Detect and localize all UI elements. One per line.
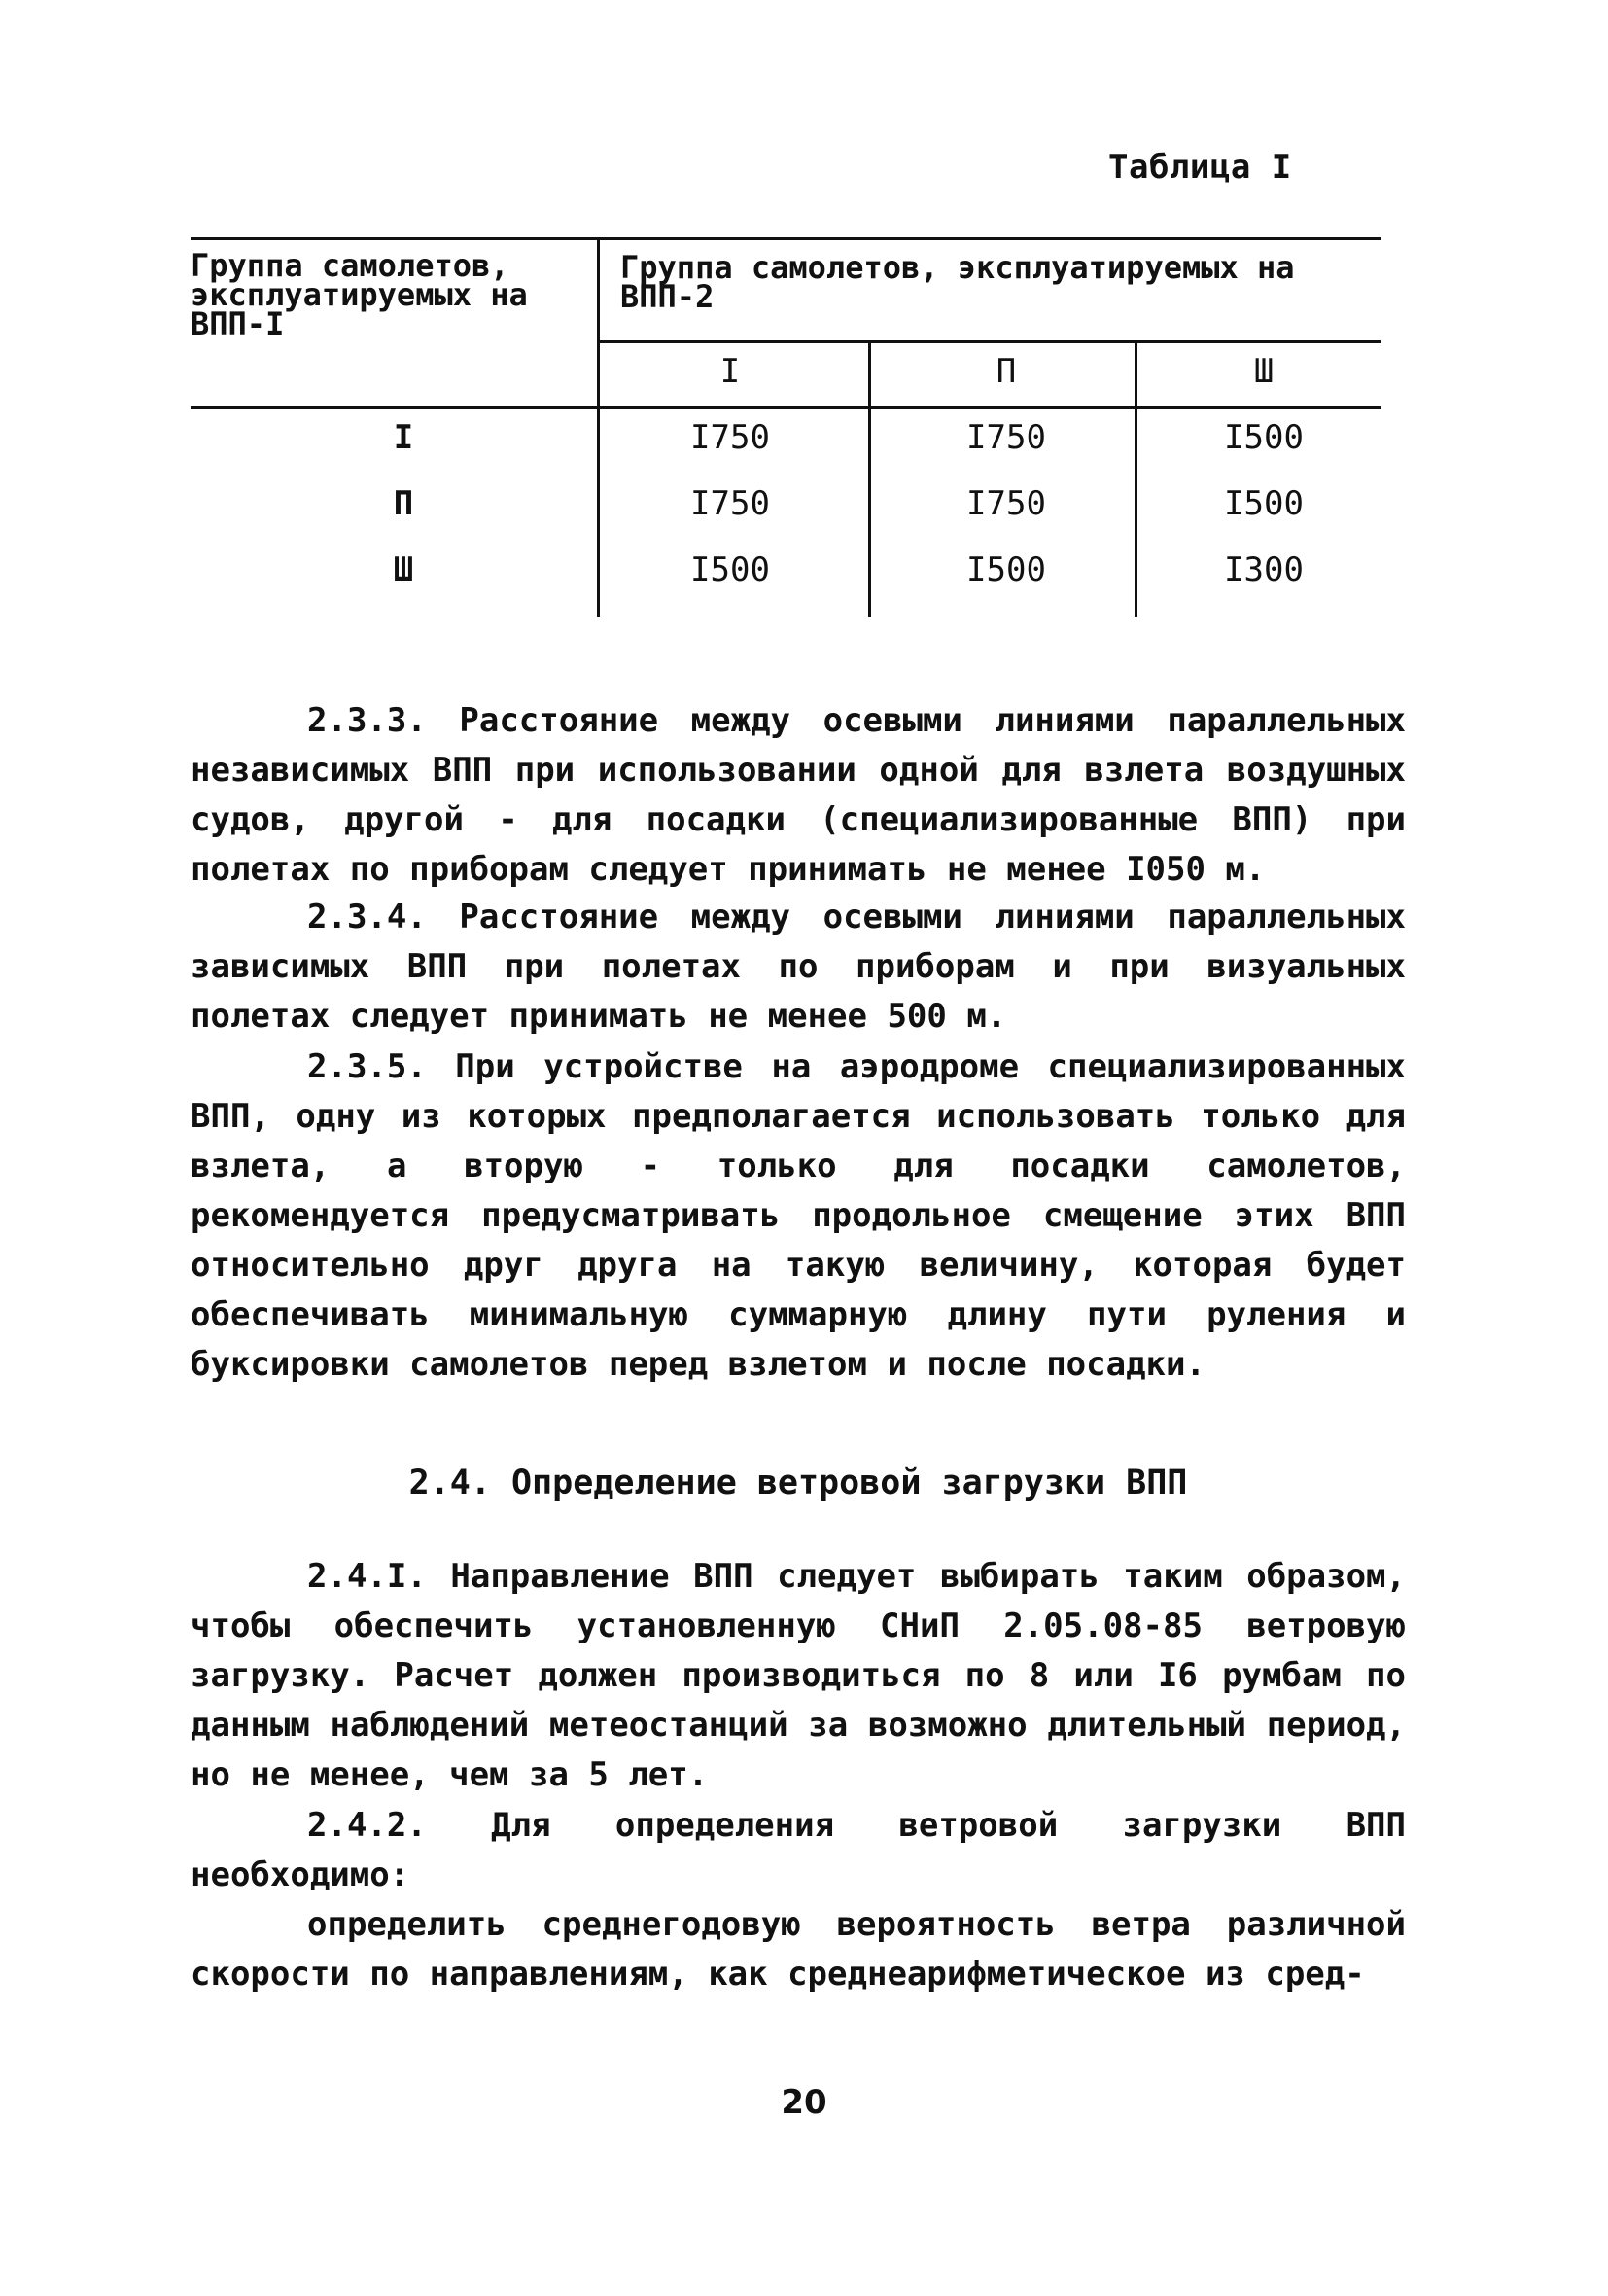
paragraph-text: 2.3.4. Расстояние между осевыми линиями параллельных зависимых ВПП при полетах по приборам и при визуальных полетах следует принимать не менее 500 м. — [191, 898, 1406, 1036]
paragraph-text: 2.4.I. Направление ВПП следует выбирать таким образом, чтобы обеспечить установленную СНиП 2.05.08-85 ветровую загрузку. Расчет должен производиться по 8 или I6 румбам по данным наблюдений метеостанций за возможно длительный период, но не менее, чем за 5 лет. — [191, 1557, 1406, 1794]
table-col-header: Ш — [1253, 352, 1275, 391]
table-cell: I750 — [690, 418, 770, 457]
paragraph-list-item — [191, 1900, 1406, 1999]
table-cell: I500 — [1224, 418, 1304, 457]
subheader-rule — [599, 340, 1381, 343]
paragraph-2-3-4 — [191, 893, 1406, 1042]
paragraph-2-4-2 — [191, 1801, 1406, 1900]
paragraph-text: определить среднегодовую вероятность ветра различной скорости по направлениям, как среднеарифметическое из сред- — [191, 1905, 1406, 1994]
table-left-header: Группа самолетов, эксплуатируемых на ВПП-I — [191, 247, 528, 342]
table-cell: I750 — [966, 418, 1046, 457]
table-col-header: I — [719, 352, 741, 391]
table-row-header: Ш — [393, 550, 414, 589]
table-top-rule — [191, 237, 1381, 240]
table-row-header: I — [393, 418, 414, 457]
table-cell: I500 — [690, 550, 770, 589]
table-cell: I300 — [1224, 550, 1304, 589]
table-cell: I750 — [690, 484, 770, 523]
paragraph-2-3-5 — [191, 1042, 1406, 1390]
paragraph-2-3-3 — [191, 696, 1406, 895]
paragraph-2-4-1 — [191, 1552, 1406, 1800]
paragraph-text: 2.4.2. Для определения ветровой загрузки ВПП необходимо: — [191, 1806, 1406, 1894]
table-row-header: П — [393, 484, 414, 523]
header-bottom-rule — [191, 406, 1381, 409]
paragraph-text: 2.3.5. При устройстве на аэродроме специализированных ВПП, одну из которых предполагается использовать только для взлета, а вторую - только для посадки самолетов, рекомендуется предусматривать продольное смещение этих ВПП относительно друг друга на такую величину, которая будет обеспечивать минимальную суммарную длину пути руления и буксировки самолетов перед взлетом и после посадки. — [191, 1047, 1406, 1384]
table-cell: I500 — [966, 550, 1046, 589]
table-divider-2 — [868, 340, 871, 617]
table-cell: I500 — [1224, 484, 1304, 523]
page-number: 20 — [781, 2083, 827, 2122]
section-heading: 2.4. Определение ветровой загрузки ВПП — [408, 1464, 1188, 1502]
table-cell: I750 — [966, 484, 1046, 523]
table-caption: Таблица I — [1108, 148, 1292, 187]
paragraph-text: 2.3.3. Расстояние между осевыми линиями параллельных независимых ВПП при использовании одной для взлета воздушных судов, другой - для посадки (специализированные ВПП) при полетах по приборам следует принимать не менее I050 м. — [191, 701, 1406, 889]
table-col-header: П — [996, 352, 1017, 391]
table-right-header: Группа самолетов, эксплуатируемых на ВПП-2 — [620, 249, 1295, 315]
